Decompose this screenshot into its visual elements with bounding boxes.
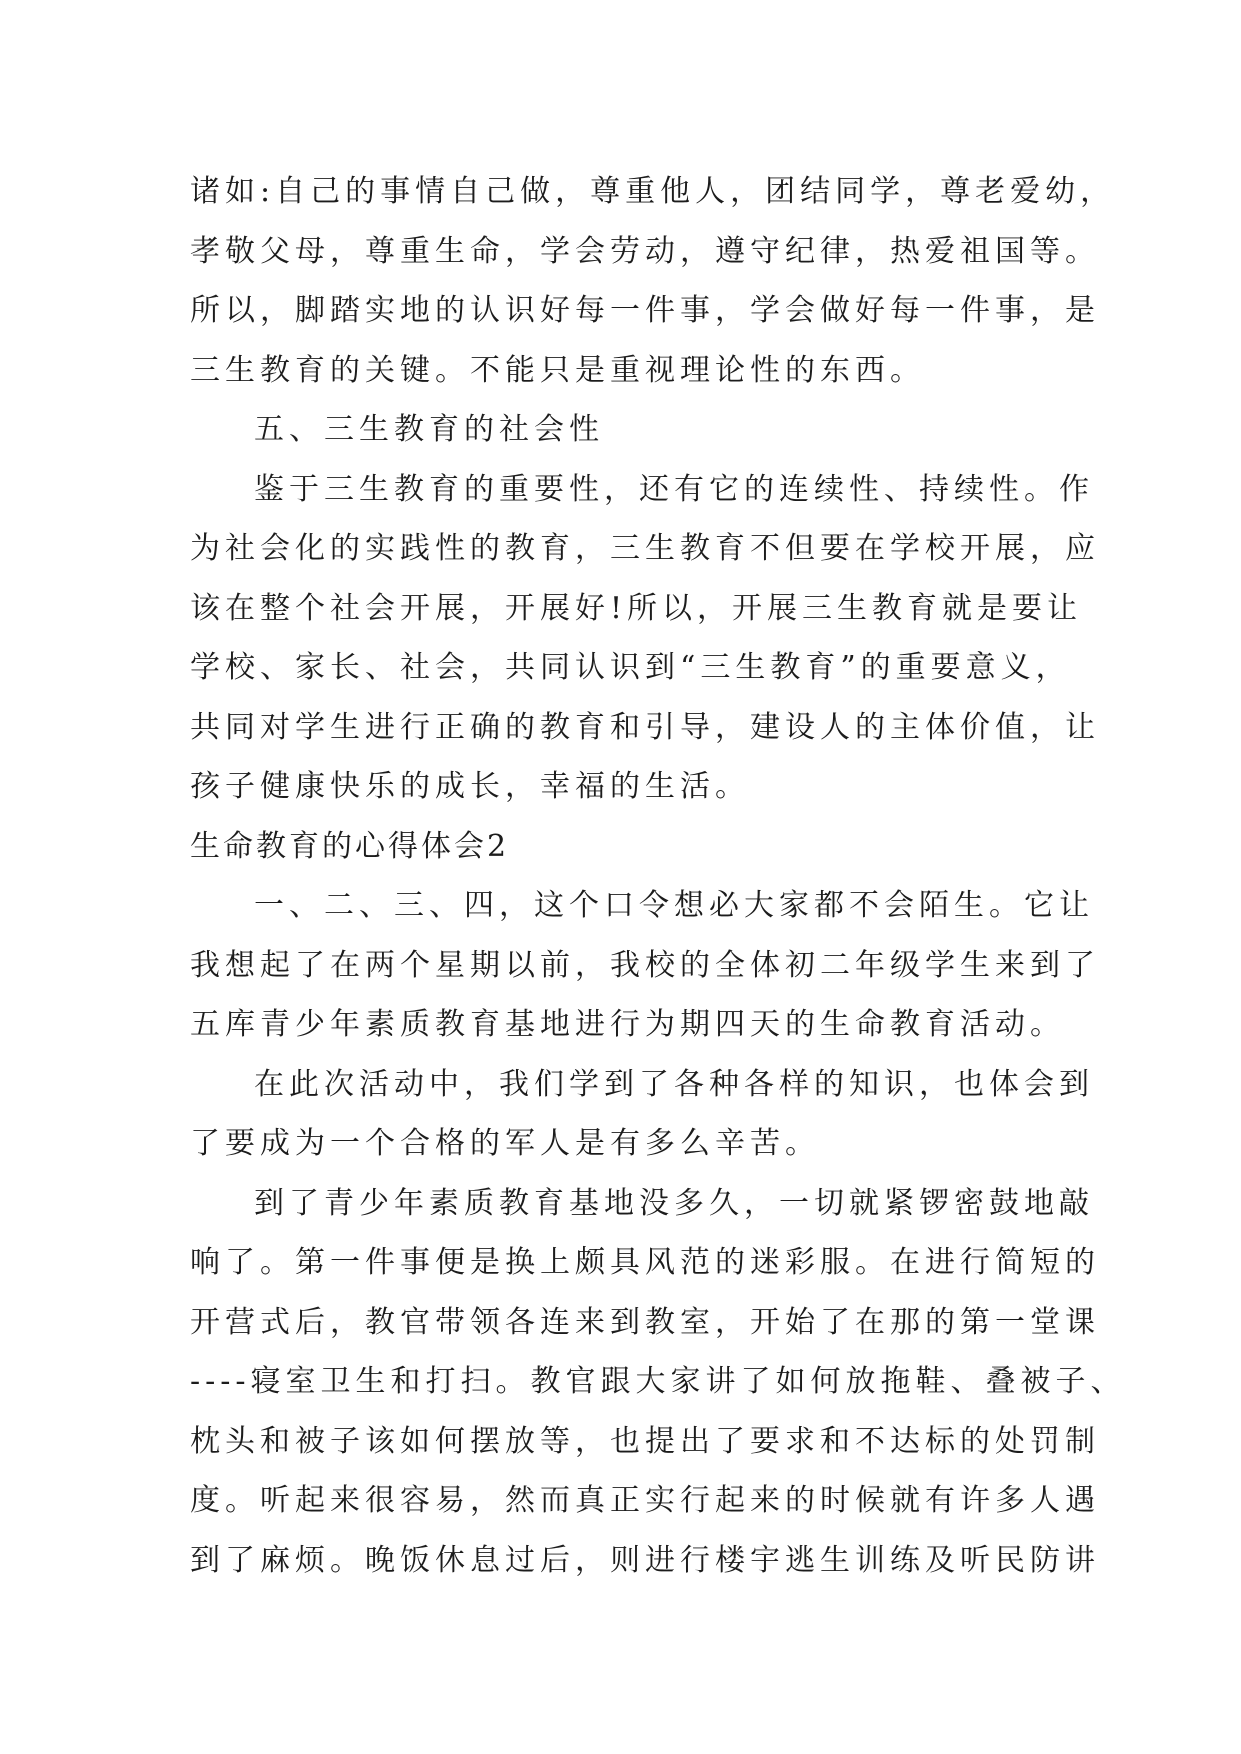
text-line: 为社会化的实践性的教育，三生教育不但要在学校开展，应 [190, 531, 1100, 566]
text-line: 该在整个社会开展，开展好!所以，开展三生教育就是要让 [190, 590, 1083, 626]
text-line: 鉴于三生教育的重要性，还有它的连续性、持续性。作 [254, 471, 1094, 507]
text-line: 在此次活动中，我们学到了各种各样的知识，也体会到 [254, 1066, 1094, 1102]
text-line: 到了青少年素质教育基地没多久，一切就紧锣密鼓地敲 [254, 1185, 1094, 1221]
text-line: 孩子健康快乐的成长，幸福的生活。 [190, 769, 750, 804]
text-line: 学校、家长、社会，共同认识到“三生教育”的重要意义， [190, 650, 1071, 685]
text-line: 所以，脚踏实地的认识好每一件事，学会做好每一件事，是 [190, 293, 1100, 328]
text-line: 响了。第一件事便是换上颇具风范的迷彩服。在进行简短的 [190, 1245, 1100, 1280]
text-line: 三生教育的关键。不能只是重视理论性的东西。 [190, 352, 925, 388]
text-line: ----寝室卫生和打扫。教官跟大家讲了如何放拖鞋、叠被子、 [190, 1364, 1126, 1399]
text-line: 到了麻烦。晚饭休息过后，则进行楼宇逃生训练及听民防讲 [190, 1542, 1100, 1578]
text-line: 诸如:自己的事情自己做，尊重他人，团结同学，尊老爱幼， [190, 174, 1116, 209]
article-title: 生命教育的心得体会2 [190, 828, 510, 864]
text-line: 五库青少年素质教育基地进行为期四天的生命教育活动。 [190, 1007, 1065, 1042]
text-line: 度。听起来很容易，然而真正实行起来的时候就有许多人遇 [190, 1483, 1100, 1518]
text-line: 我想起了在两个星期以前，我校的全体初二年级学生来到了 [190, 947, 1100, 983]
text-line: 枕头和被子该如何摆放等，也提出了要求和不达标的处罚制 [190, 1423, 1100, 1459]
text-line: 开营式后，教官带领各连来到教室，开始了在那的第一堂课 [190, 1304, 1100, 1340]
text-line: 孝敬父母，尊重生命，学会劳动，遵守纪律，热爱祖国等。 [190, 233, 1100, 269]
text-line: 了要成为一个合格的军人是有多么辛苦。 [190, 1126, 820, 1161]
text-line: 共同对学生进行正确的教育和引导，建设人的主体价值，让 [190, 709, 1100, 745]
section-heading: 五、三生教育的社会性 [254, 412, 604, 447]
text-line: 一、二、三、四，这个口令想必大家都不会陌生。它让 [254, 888, 1094, 923]
document-body [190, 162, 1126, 1590]
